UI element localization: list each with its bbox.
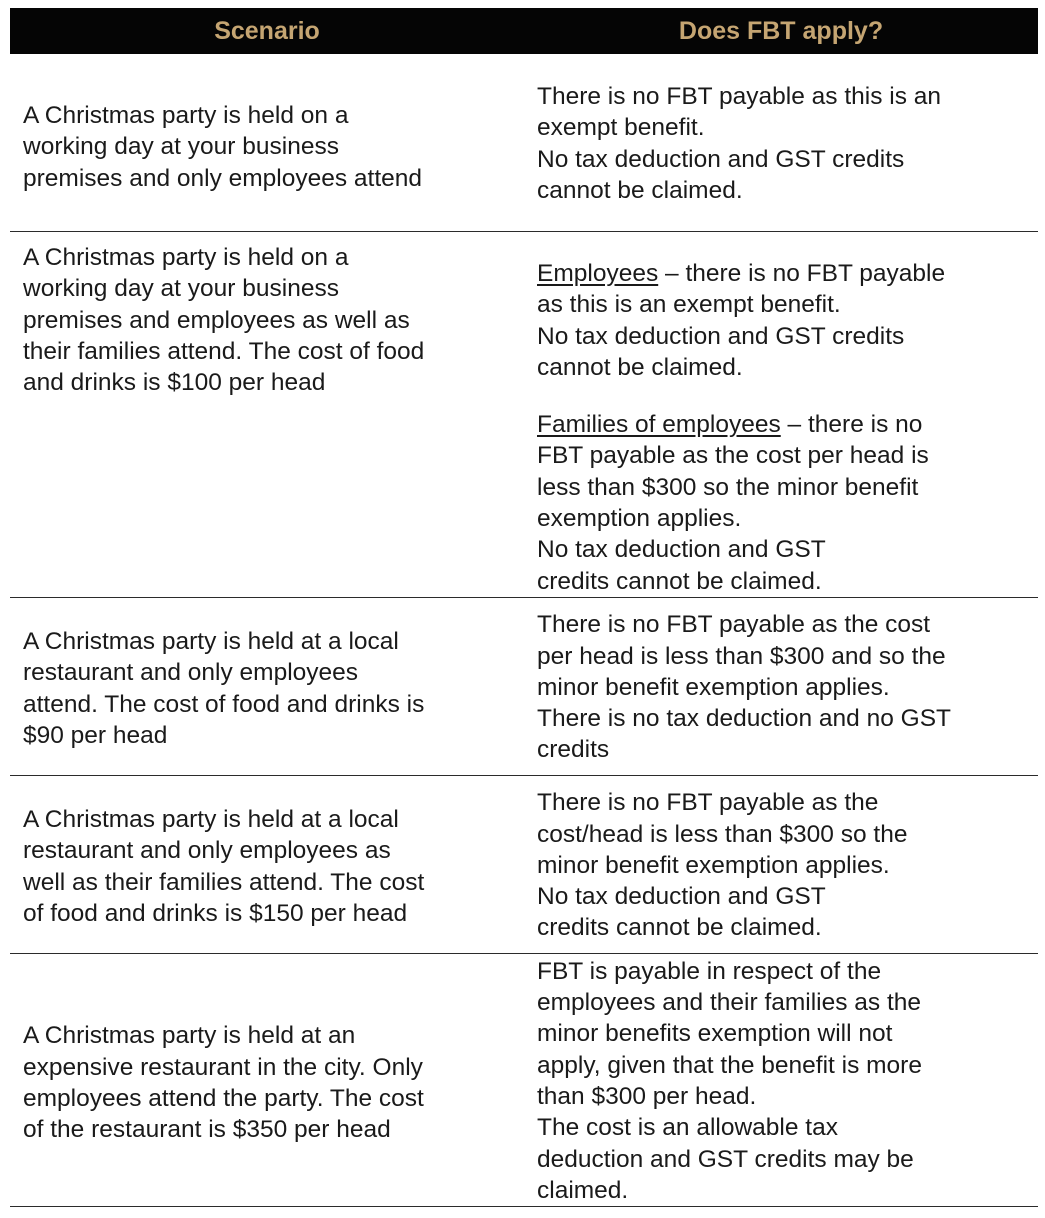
scenario-line: A Christmas party is held at a local xyxy=(23,627,399,655)
scenario-line: and drinks is $100 per head xyxy=(23,369,326,397)
header-fbt-applies: Does FBT apply? xyxy=(678,16,884,45)
table-header xyxy=(10,8,1038,54)
table-row xyxy=(10,954,1038,1207)
answer-line: There is no FBT payable as the cost xyxy=(537,611,931,639)
answer-line: exempt benefit. xyxy=(537,114,705,142)
scenario-line: restaurant and only employees as xyxy=(23,837,391,865)
employees-text: – there is no FBT payable xyxy=(658,260,946,287)
answer-line: credits cannot be claimed. xyxy=(537,567,822,595)
scenario-line: A Christmas party is held on a xyxy=(23,102,349,130)
answer-line: minor benefit exemption applies. xyxy=(537,851,890,879)
scenario-line: A Christmas party is held on a xyxy=(23,244,349,271)
fbt-scenarios-table xyxy=(10,8,1038,1207)
answer-line: cannot be claimed. xyxy=(537,176,743,204)
answer-line: The cost is an allowable tax xyxy=(537,1114,838,1142)
answer-line: exemption applies. xyxy=(537,505,742,533)
scenario-cell xyxy=(10,54,537,231)
answer-cell xyxy=(537,598,1038,775)
answer-line: minor benefit exemption applies. xyxy=(537,673,890,701)
paragraph-gap xyxy=(537,383,1030,409)
answer-line: No tax deduction and GST credits xyxy=(537,145,905,173)
answer-line: minor benefits exemption will not xyxy=(537,1020,893,1048)
scenario-line: restaurant and only employees xyxy=(23,659,359,687)
header-scenario: Scenario xyxy=(214,16,320,45)
answer-line: No tax deduction and GST credits xyxy=(537,322,905,350)
answer-line: less than $300 so the minor benefit xyxy=(537,473,919,501)
answer-line: No tax deduction and GST xyxy=(537,536,826,564)
families-text: – there is no xyxy=(780,411,923,439)
table-row xyxy=(10,598,1038,776)
scenario-line: of the restaurant is $350 per head xyxy=(23,1116,391,1144)
answer-line-families xyxy=(537,409,1030,440)
scenario-line: working day at your business xyxy=(23,275,339,303)
answer-line: FBT is payable in respect of the xyxy=(537,957,882,985)
answer-line: credits cannot be claimed. xyxy=(537,914,822,942)
answer-line: There is no FBT payable as this is an xyxy=(537,82,941,110)
scenario-line: A Christmas party is held at a local xyxy=(23,805,399,833)
table-row xyxy=(10,54,1038,232)
answer-line: cannot be claimed. xyxy=(537,353,743,381)
table-row xyxy=(10,232,1038,598)
answer-line: apply, given that the benefit is more xyxy=(537,1051,922,1079)
scenario-line: A Christmas party is held at an xyxy=(23,1022,356,1050)
scenario-line: attend. The cost of food and drinks is xyxy=(23,690,425,718)
answer-line: than $300 per head. xyxy=(537,1083,757,1110)
scenario-line: their families attend. The cost of food xyxy=(23,337,425,365)
answer-line: There is no tax deduction and no GST xyxy=(537,705,952,733)
scenario-line: premises and employees as well as xyxy=(23,306,410,334)
scenario-cell xyxy=(10,954,537,1206)
answer-line: credits xyxy=(537,736,610,764)
scenario-line: working day at your business xyxy=(23,133,339,161)
answer-line: No tax deduction and GST xyxy=(537,883,826,911)
scenario-line: well as their families attend. The cost xyxy=(23,868,425,896)
scenario-line: expensive restaurant in the city. Only xyxy=(23,1053,423,1081)
answer-cell xyxy=(537,954,1038,1206)
scenario-line: premises and only employees attend xyxy=(23,164,423,192)
answer-line: employees and their families as the xyxy=(537,989,922,1017)
answer-line: There is no FBT payable as the xyxy=(537,789,879,817)
scenario-cell xyxy=(10,598,537,775)
scenario-line: employees attend the party. The cost xyxy=(23,1085,424,1112)
answer-cell xyxy=(537,776,1038,953)
scenario-cell xyxy=(10,232,537,597)
answer-line: FBT payable as the cost per head is xyxy=(537,442,929,470)
answer-line: deduction and GST credits may be xyxy=(537,1145,914,1173)
answer-cell xyxy=(537,54,1038,231)
scenario-line: $90 per head xyxy=(23,721,168,749)
scenario-cell xyxy=(10,776,537,953)
answer-line: claimed. xyxy=(537,1176,629,1204)
table-row xyxy=(10,776,1038,954)
answer-line: cost/head is less than $300 so the xyxy=(537,820,908,848)
answer-line-employees xyxy=(537,258,1030,289)
scenario-line: of food and drinks is $150 per head xyxy=(23,899,408,927)
families-label: Families of employees xyxy=(537,411,781,439)
answer-line: as this is an exempt benefit. xyxy=(537,291,841,319)
answer-line: per head is less than $300 and so the xyxy=(537,642,946,670)
answer-cell xyxy=(537,232,1038,597)
employees-label: Employees xyxy=(537,260,659,287)
